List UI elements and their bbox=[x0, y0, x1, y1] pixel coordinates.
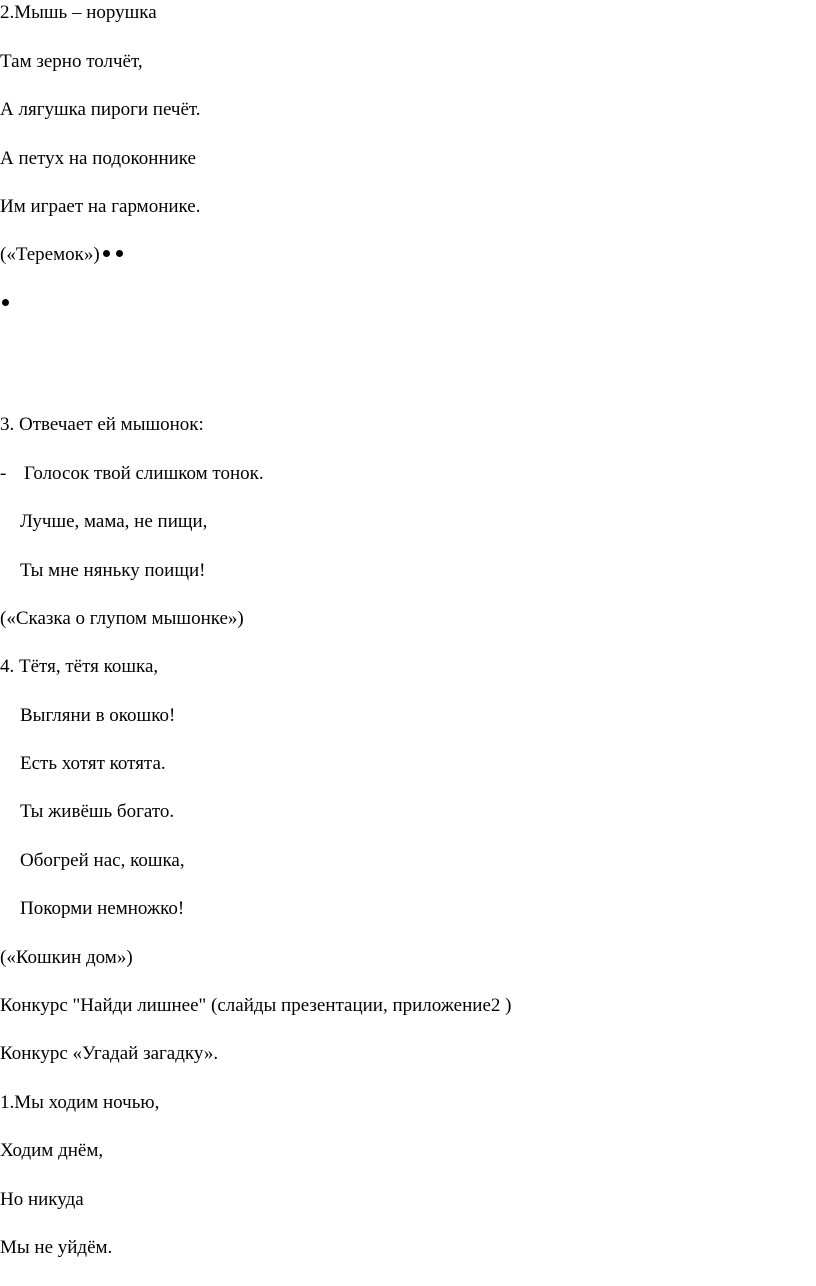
text-line: Лучше, мама, не пищи, bbox=[20, 511, 208, 532]
dash-marker: - bbox=[0, 463, 7, 484]
text-line: 3. Отвечает ей мышонок: bbox=[0, 414, 204, 435]
text-line: 4. Тётя, тётя кошка, bbox=[0, 656, 159, 677]
text-line: Конкурс «Угадай загадку». bbox=[0, 1043, 219, 1064]
text-line: 1.Мы ходим ночью, bbox=[0, 1092, 160, 1113]
text-line: Ходим днём, bbox=[0, 1140, 104, 1161]
text-line: Ты живёшь богато. bbox=[20, 801, 175, 822]
text-line: Покорми немножко! bbox=[20, 898, 185, 919]
text-line: А лягушка пироги печёт. bbox=[0, 99, 201, 120]
text-line: Им играет на гармонике. bbox=[0, 196, 201, 217]
text-line: Голосок твой слишком тонок. bbox=[24, 463, 264, 484]
text-line: А петух на подоконнике bbox=[0, 148, 196, 169]
text-line: Ты мне няньку поищи! bbox=[20, 560, 206, 581]
title-line-with-bullets bbox=[0, 244, 129, 266]
text-line: («Сказка о глупом мышонке») bbox=[0, 608, 244, 629]
text-line: Там зерно толчёт, bbox=[0, 51, 143, 72]
text-line: («Кошкин дом») bbox=[0, 947, 133, 968]
text-line: Конкурс "Найди лишнее" (слайды презентации, приложение2 ) bbox=[0, 995, 512, 1016]
text-line: Но никуда bbox=[0, 1189, 84, 1210]
text-line: Есть хотят котята. bbox=[20, 753, 166, 774]
bullet-icon bbox=[2, 299, 9, 306]
text-line: Мы не уйдём. bbox=[0, 1237, 113, 1258]
bullet-icon bbox=[103, 250, 110, 257]
text-line: Обогрей нас, кошка, bbox=[20, 850, 185, 871]
text-line: 2.Мышь – норушка bbox=[0, 2, 157, 23]
bullet-icons bbox=[103, 244, 129, 266]
bullet-icon bbox=[116, 250, 123, 257]
text-line: («Теремок») bbox=[0, 244, 100, 265]
text-line: Выгляни в окошко! bbox=[20, 705, 176, 726]
